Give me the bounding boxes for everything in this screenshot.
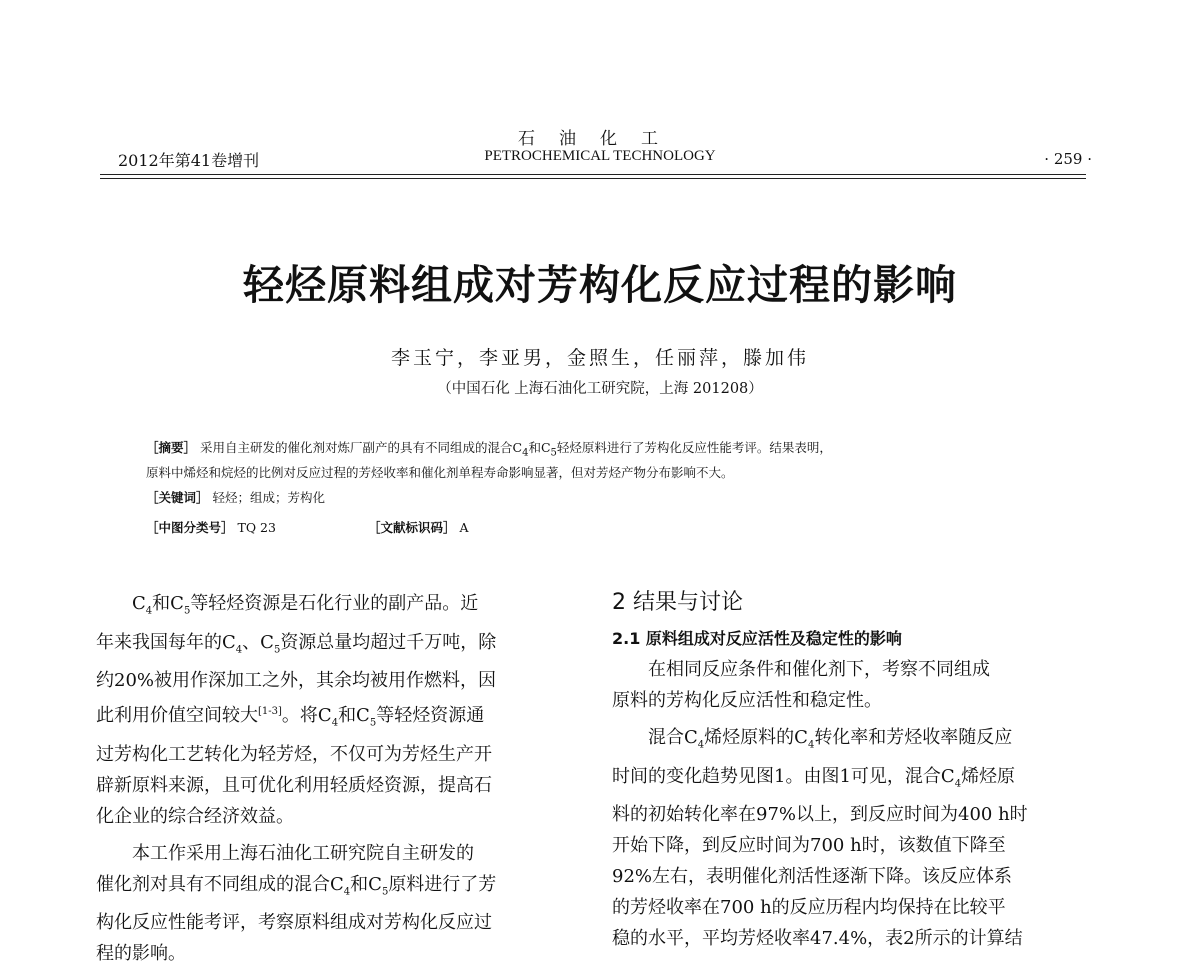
classification-tag: ［中图分类号］ <box>146 520 234 535</box>
abstract-tag: ［摘要］ <box>146 440 197 455</box>
header-rule-thin <box>100 178 1086 179</box>
left-column <box>96 588 571 969</box>
section-heading: 2 结果与讨论 <box>612 590 743 615</box>
citation: [1-3] <box>258 706 282 718</box>
doc-code-line <box>368 519 469 537</box>
body-line: 年来我国每年的$C_4$、$C_5$资源总量均超过千万吨，除 <box>96 631 497 656</box>
page-number: · 259 · <box>1044 150 1092 168</box>
subsection-heading: 2.1 原料组成对反应活性及稳定性的影响 <box>612 629 902 648</box>
body-line: 的芳烃收率在700 h的反应历程内均保持在比较平 <box>612 897 1006 919</box>
body-line: $C_4$和$C_5$等轻烃资源是石化行业的副产品。近 <box>132 593 479 617</box>
abstract-line-1 <box>146 439 832 463</box>
body-line: 料的初始转化率在97%以上，到反应时间为400 h时 <box>612 804 1028 826</box>
body-line: 辟新原料来源，且可优化利用轻质烃资源，提高石 <box>96 774 492 796</box>
body-line: 原料的芳构化反应活性和稳定性。 <box>612 690 882 711</box>
doc-code-tag: ［文献标识码］ <box>368 520 456 535</box>
body-line: 本工作采用上海石油化工研究院自主研发的 <box>132 842 474 864</box>
doc-code-value: A <box>459 520 469 535</box>
body-line: 化企业的综合经济效益。 <box>96 805 294 827</box>
abstract-line-2: 原料中烯烃和烷烃的比例对反应过程的芳烃收率和催化剂单程寿命影响显著，但对芳烃产物分布影响不大。 <box>146 465 734 480</box>
body-line: 时间的变化趋势见图1。由图1可见，混合$C_4$烯烃原 <box>612 765 1016 790</box>
body-line: 混合$C_4$烯烃原料的$C_4$转化率和芳烃收率随反应 <box>648 727 1013 751</box>
body-line: 稳的水平，平均芳烃收率47.4%，表2所示的计算结 <box>612 928 1023 950</box>
classification-value: TQ 23 <box>237 520 276 535</box>
article-title: 轻烃原料组成对芳构化反应过程的影响 <box>243 261 957 309</box>
body-line: 程的影响。 <box>96 943 186 965</box>
body-line: 在相同反应条件和催化剂下，考察不同组成 <box>648 659 990 680</box>
body-line: 约20%被用作深加工之外，其余均被用作燃料，因 <box>96 670 497 692</box>
abstract-text: 采用自主研发的催化剂对炼厂副产的具有不同组成的混合$C_4$和$C_5$轻烃原料进行了芳构化反应性能考评。结果表明， <box>200 440 832 459</box>
journal-name-cn: 石油化工 <box>518 129 682 149</box>
right-column <box>612 587 1087 954</box>
keywords-line <box>146 489 325 507</box>
body-line: 构化反应性能考评，考察原料组成对芳构化反应过 <box>96 912 492 934</box>
keywords-text: 轻烃；组成；芳构化 <box>212 490 326 505</box>
body-line: 此利用价值空间较大[1-3]。将$C_4$和$C_5$等轻烃资源通 <box>96 705 485 729</box>
journal-name-en: PETROCHEMICAL TECHNOLOGY <box>484 148 716 164</box>
author-list: 李玉宁，李亚男，金照生，任丽萍，滕加伟 <box>390 347 809 369</box>
body-line: 催化剂对具有不同组成的混合$C_4$和$C_5$原料进行了芳 <box>96 873 497 898</box>
classification-line <box>146 519 276 537</box>
issue-label: 2012年第41卷增刊 <box>118 151 260 170</box>
affiliation: （中国石化 上海石油化工研究院，上海 201208） <box>437 381 763 397</box>
body-line: 开始下降，到反应时间为700 h时，该数值下降至 <box>612 835 1006 857</box>
body-line: 过芳构化工艺转化为轻芳烃，不仅可为芳烃生产开 <box>96 743 492 765</box>
header-rule-thick <box>100 174 1086 175</box>
keywords-tag: ［关键词］ <box>146 490 209 505</box>
body-line: 92%左右，表明催化剂活性逐渐下降。该反应体系 <box>612 866 1013 888</box>
